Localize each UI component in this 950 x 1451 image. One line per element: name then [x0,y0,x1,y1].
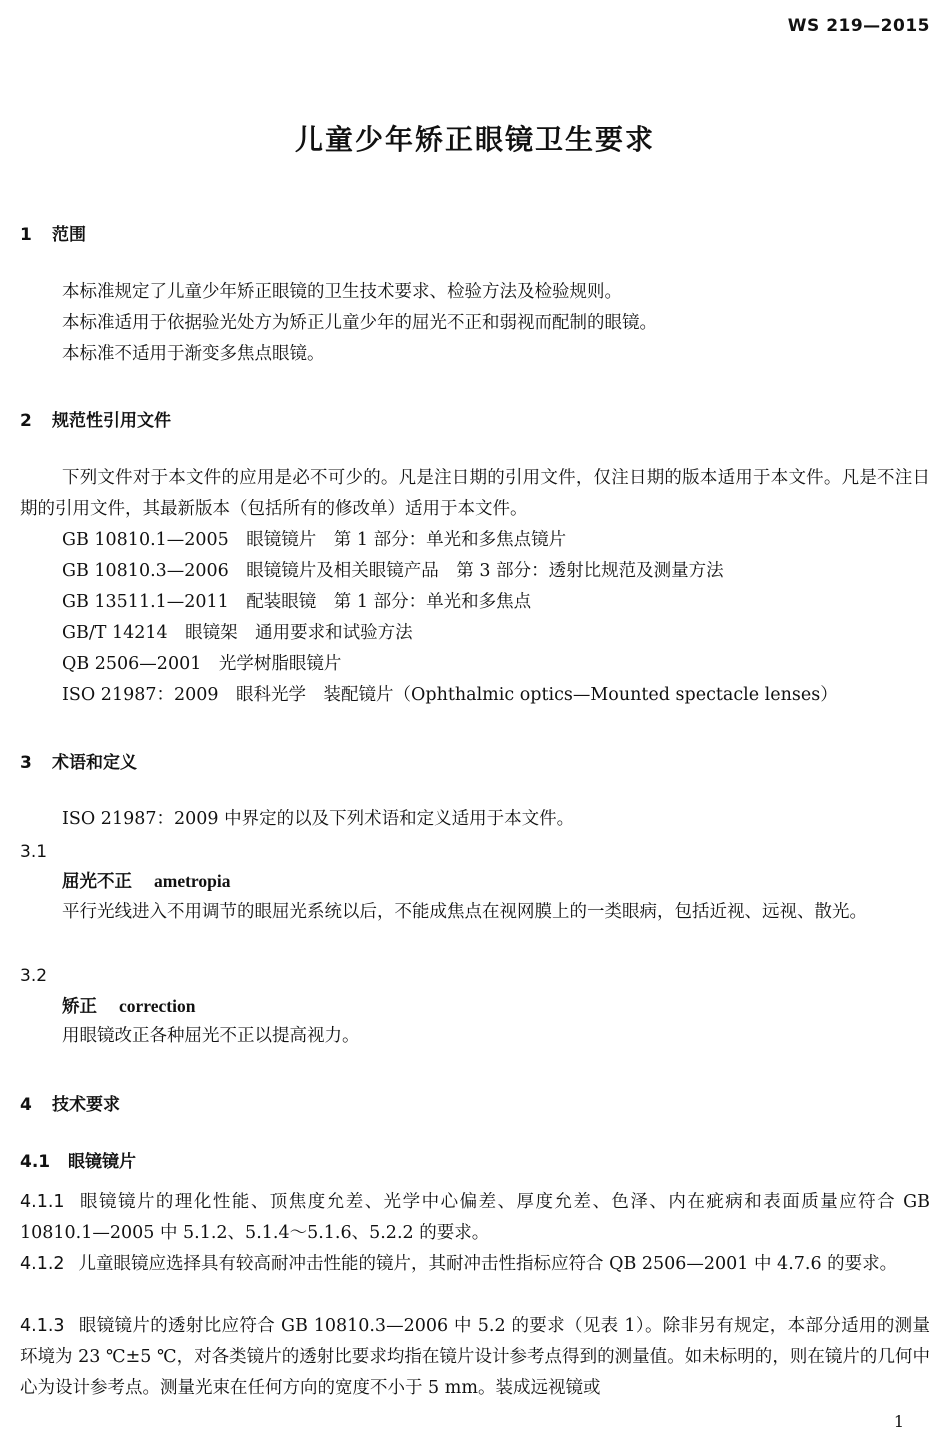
reference-item: GB/T 14214 眼镜架 通用要求和试验方法 [62,623,413,643]
section-4-heading [20,1090,120,1115]
term-en: correction [119,996,196,1016]
reference-item: GB 10810.3—2006 眼镜镜片及相关眼镜产品 第 3 部分：透射比规范及测量方法 [62,561,724,581]
reference-item: GB 10810.1—2005 眼镜镜片 第 1 部分：单光和多焦点镜片 [62,530,567,550]
clause-text: 眼镜镜片的理化性能、顶焦度允差、光学中心偏差、厚度允差、色泽、内在疵病和表面质量应符合 GB 10810.1—2005 中 5.1.2、5.1.4～5.1.6、5.2.2 的要求。 [20,1192,930,1243]
section-number: 2 [20,411,32,431]
reference-item: GB 13511.1—2011 配装眼镜 第 1 部分：单光和多焦点 [62,592,532,612]
reference-item: QB 2506—2001 光学树脂眼镜片 [62,654,342,674]
term-en: ametropia [154,871,231,891]
section-number: 4 [20,1095,32,1115]
paragraph: ISO 21987：2009 中界定的以及下列术语和定义适用于本文件。 [62,809,575,829]
subsection-4-1-heading [20,1147,136,1172]
clause-4-1-1 [20,1187,930,1249]
term-heading [62,993,195,1018]
section-1-heading [20,220,86,245]
subsection-number: 4.1 [20,1152,51,1172]
term-number: 3.2 [20,966,48,986]
clause-number: 4.1.3 [20,1316,65,1336]
term-heading [62,868,230,893]
paragraph: 本标准适用于依据验光处方为矫正儿童少年的屈光不正和弱视而配制的眼镜。 [62,313,657,333]
clause-number: 4.1.2 [20,1254,65,1274]
term-number: 3.1 [20,842,48,862]
document-title: 儿童少年矫正眼镜卫生要求 [294,123,655,156]
clause-text: 眼镜镜片的透射比应符合 GB 10810.3—2006 中 5.2 的要求（见表 1）。除非另有规定，本部分适用的测量环境为 23 ℃±5 ℃，对各类镜片的透射比要求均指在镜片设计参考点得到的测量值。如未标明的，则在镜片的几何中心为设计参考点。测量光束在任何方向的宽度不小于 5 mm。装成远视镜或 [20,1316,930,1398]
subsection-title: 眼镜镜片 [68,1152,136,1172]
term-zh: 屈光不正 [62,872,132,892]
section-title: 范围 [52,225,86,245]
paragraph: 本标准规定了儿童少年矫正眼镜的卫生技术要求、检验方法及检验规则。 [62,282,622,302]
section-title: 规范性引用文件 [52,411,171,431]
clause-number: 4.1.1 [20,1192,65,1212]
section-3-heading [20,748,137,773]
paragraph: 下列文件对于本文件的应用是必不可少的。凡是注日期的引用文件，仅注日期的版本适用于本文件。凡是不注日期的引用文件，其最新版本（包括所有的修改单）适用于本文件。 [20,468,930,519]
term-zh: 矫正 [62,997,97,1017]
page-number: 1 [893,1412,904,1431]
section-title: 技术要求 [52,1095,120,1115]
section-number: 3 [20,753,32,773]
term-definition: 平行光线进入不用调节的眼屈光系统以后，不能成焦点在视网膜上的一类眼病，包括近视、远视、散光。 [62,902,867,922]
term-definition: 用眼镜改正各种屈光不正以提高视力。 [62,1026,360,1046]
section-number: 1 [20,225,32,245]
section-2-heading [20,406,171,431]
standard-code: WS 219—2015 [787,16,930,36]
clause-4-1-3 [20,1311,930,1404]
section-title: 术语和定义 [52,753,137,773]
paragraph: 本标准不适用于渐变多焦点眼镜。 [62,344,325,364]
clause-4-1-2 [20,1249,930,1280]
reference-item: ISO 21987：2009 眼科光学 装配镜片（Ophthalmic optics—Mounted spectacle lenses） [62,685,838,705]
clause-text: 儿童眼镜应选择具有较高耐冲击性能的镜片，其耐冲击性指标应符合 QB 2506—2001 中 4.7.6 的要求。 [78,1254,898,1274]
